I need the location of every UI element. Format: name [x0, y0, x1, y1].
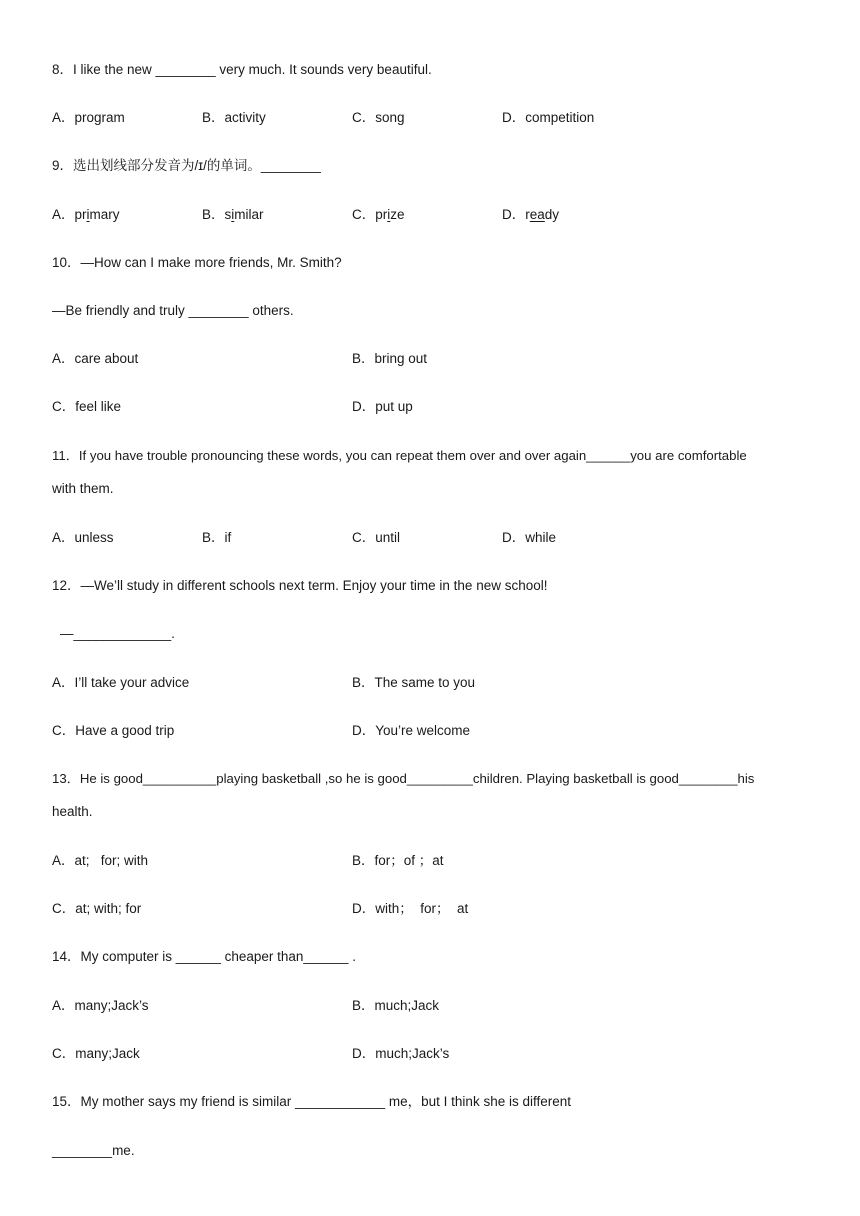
option-8a[interactable]: A．program: [52, 110, 125, 125]
question-14-text: 14．My computer is ______ cheaper than______ .: [52, 949, 356, 964]
option-12d[interactable]: D．You’re welcome: [352, 723, 471, 738]
option-9b-underlined: i: [231, 207, 235, 222]
option-9b[interactable]: [202, 206, 264, 224]
option-13c[interactable]: C．at; with; for: [52, 901, 142, 916]
option-13a[interactable]: A．at; for; with: [52, 853, 149, 868]
question-15-text-line2: ________me.: [52, 1143, 135, 1158]
question-9-text: 9．选出划线部分发音为/ɪ/的单词。________: [52, 158, 321, 173]
option-9a-underlined: i: [86, 207, 90, 222]
option-10d[interactable]: D．put up: [352, 399, 413, 414]
option-9d-pre: D．r: [502, 207, 530, 222]
question-15-text: 15．My mother says my friend is similar ____________ me，but I think she is different: [52, 1094, 571, 1109]
option-8d[interactable]: D．competition: [502, 110, 595, 125]
option-10b[interactable]: B．bring out: [352, 351, 428, 366]
option-11c[interactable]: C．until: [352, 530, 401, 545]
option-9c-pre: C．pr: [352, 207, 388, 222]
question-11-text-line2: with them.: [52, 481, 114, 496]
option-12a[interactable]: A．I’ll take your advice: [52, 675, 190, 690]
option-13d[interactable]: D．with； for； at: [352, 901, 469, 916]
question-11-text: 11．If you have trouble pronouncing these words, you can repeat them over and over again______you are comfortable: [52, 448, 747, 463]
option-9b-post: milar: [234, 207, 264, 222]
option-12c[interactable]: C．Have a good trip: [52, 723, 175, 738]
option-13b[interactable]: B．for；of ；at: [352, 853, 444, 868]
question-8-text: 8．I like the new ________ very much. It sounds very beautiful.: [52, 62, 432, 77]
option-9c[interactable]: [352, 206, 405, 224]
question-12-text-line2: —_____________.: [60, 626, 175, 641]
option-9a-pre: A．pr: [52, 207, 87, 222]
option-14c[interactable]: C．many;Jack: [52, 1046, 140, 1061]
option-9c-underlined: i: [387, 207, 391, 222]
option-9b-pre: B．s: [202, 207, 232, 222]
option-9a[interactable]: [52, 206, 120, 224]
option-11b[interactable]: B．if: [202, 530, 232, 545]
question-10-text-line2: —Be friendly and truly ________ others.: [52, 303, 294, 318]
option-11d[interactable]: D．while: [502, 530, 557, 545]
option-8b[interactable]: B．activity: [202, 110, 266, 125]
option-14a[interactable]: A．many;Jack’s: [52, 998, 149, 1013]
option-9c-post: ze: [390, 207, 405, 222]
option-14b[interactable]: B．much;Jack: [352, 998, 440, 1013]
option-9d-post: dy: [544, 207, 560, 222]
option-8c[interactable]: C．song: [352, 110, 405, 125]
option-10c[interactable]: C．feel like: [52, 399, 122, 414]
question-13-text: 13．He is good__________playing basketball ,so he is good_________children. Playing basketball is good________his: [52, 771, 755, 786]
question-12-text: 12．—We’ll study in different schools next term. Enjoy your time in the new school!: [52, 578, 548, 593]
option-14d[interactable]: D．much;Jack’s: [352, 1046, 450, 1061]
option-10a[interactable]: A．care about: [52, 351, 139, 366]
question-13-text-line2: health.: [52, 804, 93, 819]
question-10-text: 10．—How can I make more friends, Mr. Smith?: [52, 255, 342, 270]
option-9d-underlined: ea: [529, 207, 545, 222]
option-11a[interactable]: A．unless: [52, 530, 114, 545]
option-9a-post: mary: [89, 207, 120, 222]
option-9d[interactable]: [502, 206, 559, 224]
option-12b[interactable]: B．The same to you: [352, 675, 476, 690]
